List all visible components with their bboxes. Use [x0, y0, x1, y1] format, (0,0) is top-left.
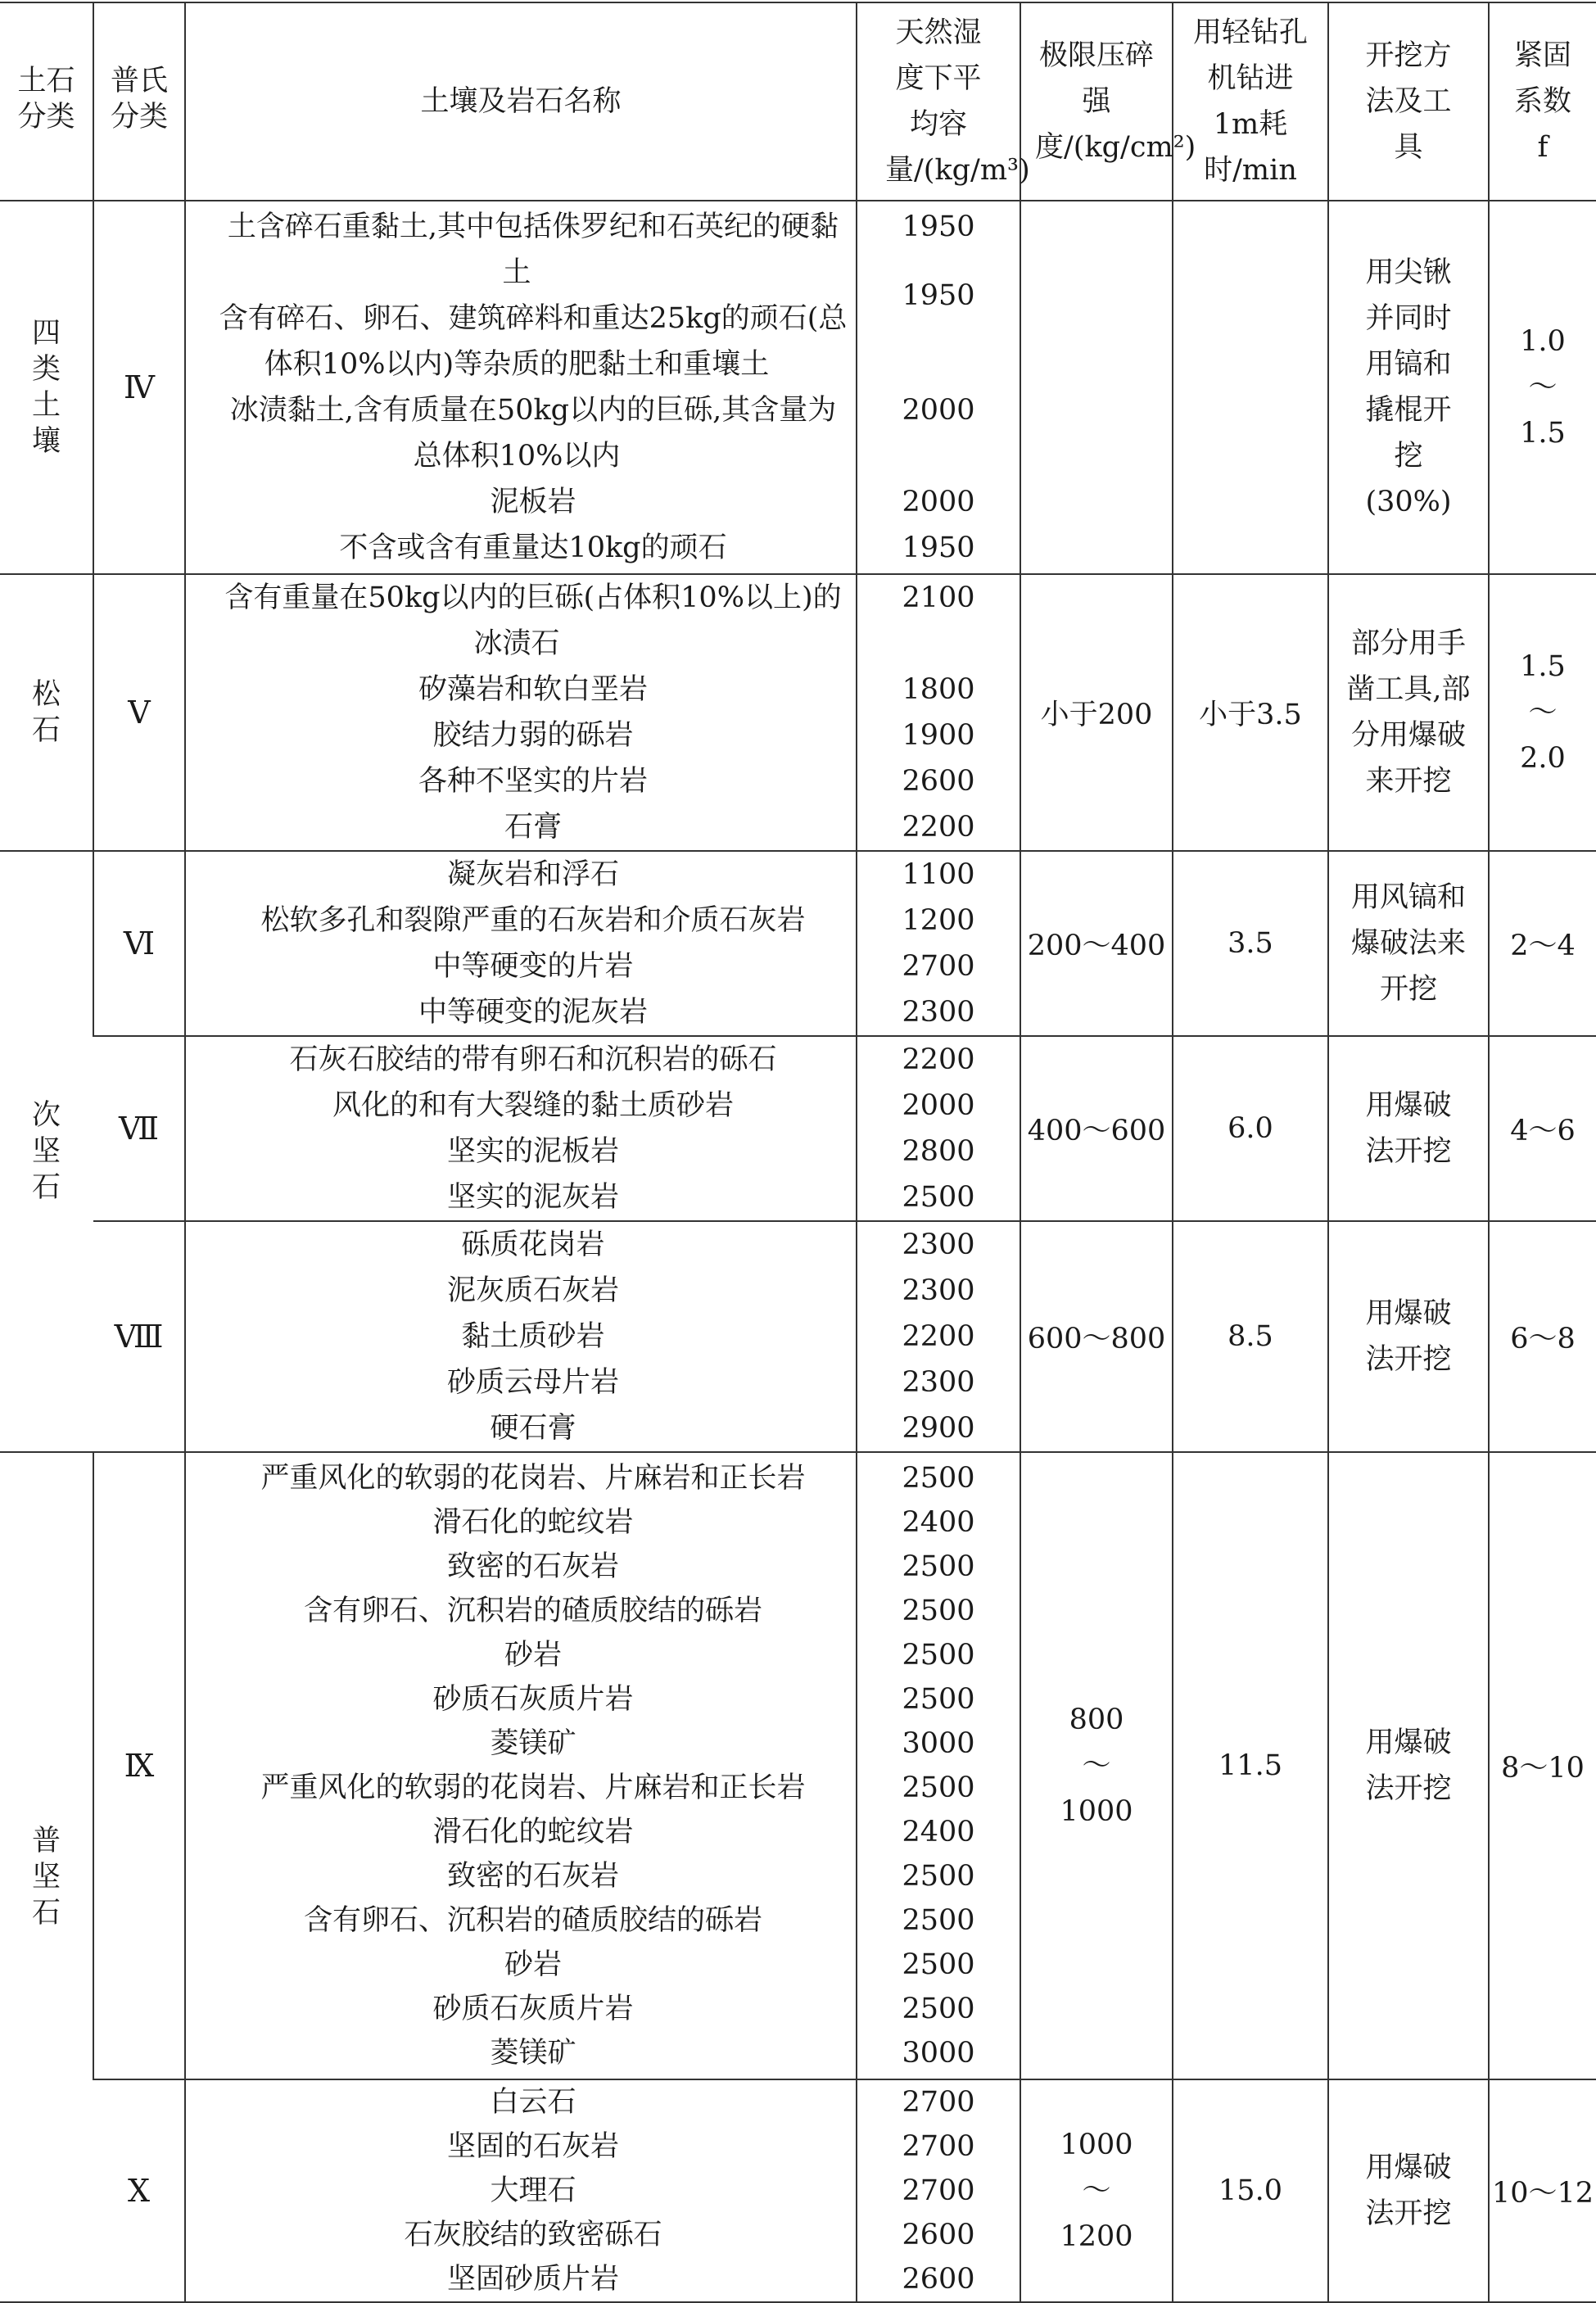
rock-classification-table	[0, 2, 1596, 2303]
density-value: 2500	[902, 1639, 975, 1672]
density-value: 2300	[902, 996, 975, 1029]
density-value: 1800	[902, 673, 975, 706]
density-value: 2100	[902, 581, 975, 614]
density-value: 2200	[902, 1043, 975, 1076]
method-cell: 用尖锹并同时用镐和撬棍开挖(30%)	[1328, 201, 1489, 574]
density-value: 2400	[902, 1506, 975, 1539]
class-cell: Ⅵ	[93, 851, 185, 1036]
density-cell	[857, 1221, 1020, 1452]
density-value: 2000	[902, 486, 975, 518]
rock-name: 坚实的泥灰岩	[446, 1181, 619, 1214]
rock-name: 坚固的石灰岩	[446, 2130, 619, 2163]
rock-name: 中等硬变的片岩	[432, 950, 634, 983]
rock-name: 硬石膏	[490, 1412, 576, 1445]
rock-name: 风化的和有大裂缝的黏土质砂岩	[332, 1089, 734, 1122]
header-category: 土石分类	[0, 2, 93, 201]
density-value: 1950	[902, 210, 975, 243]
density-value: 2800	[902, 1135, 975, 1168]
rock-name: 含有重量在50kg以内的巨砾(占体积10%以上)的冰渍石	[224, 581, 842, 660]
drill-time-cell: 6.0	[1173, 1036, 1328, 1221]
rock-name: 滑石化的蛇纹岩	[432, 1816, 634, 1848]
density-value: 2200	[902, 1320, 975, 1353]
rock-name: 砂质石灰质片岩	[432, 1683, 634, 1716]
density-value: 2500	[902, 1904, 975, 1937]
density-value: 3000	[902, 2037, 975, 2070]
rock-name: 石灰胶结的致密砾石	[404, 2219, 662, 2251]
strength-cell: 600～800	[1020, 1221, 1173, 1452]
strength-cell: 200～400	[1020, 851, 1173, 1036]
density-value: 3000	[902, 1727, 975, 1760]
density-value: 2400	[902, 1816, 975, 1848]
rock-name: 致密的石灰岩	[446, 1860, 619, 1893]
density-value: 2000	[902, 1089, 975, 1122]
density-value: 2700	[902, 2130, 975, 2163]
density-value: 2300	[902, 1228, 975, 1261]
density-value: 1100	[902, 858, 975, 891]
strength-cell	[1020, 201, 1173, 574]
class-cell: Ⅴ	[93, 574, 185, 851]
method-cell: 用爆破法开挖	[1328, 1036, 1489, 1221]
density-value: 2500	[902, 1993, 975, 2025]
density-value: 1900	[902, 719, 975, 752]
coefficient-cell: 1.0～1.5	[1489, 201, 1596, 574]
category-cell: 四类土壤	[0, 201, 93, 574]
rock-name: 石膏	[504, 811, 562, 844]
method-cell: 用爆破法开挖	[1328, 1221, 1489, 1452]
header-pushi-class: 普氏分类	[93, 2, 185, 201]
category-cell: 次坚石	[0, 851, 93, 1452]
density-value: 2900	[902, 1412, 975, 1445]
density-value: 2500	[902, 1948, 975, 1981]
coefficient-cell: 10～12	[1489, 2079, 1596, 2302]
class-cell: Ⅶ	[93, 1036, 185, 1221]
drill-time-cell: 11.5	[1173, 1452, 1328, 2079]
rock-name: 含有卵石、沉积岩的碴质胶结的砾岩	[303, 1904, 762, 1937]
category-cell: 普坚石	[0, 1452, 93, 2302]
rock-name: 含有卵石、沉积岩的碴质胶结的砾岩	[303, 1595, 762, 1627]
density-value: 2600	[902, 2219, 975, 2251]
coefficient-cell: 4～6	[1489, 1036, 1596, 1221]
density-value: 2700	[902, 2086, 975, 2119]
table-row	[0, 574, 1596, 851]
strength-cell: 1000～1200	[1020, 2079, 1173, 2302]
header-strength: 极限压碎强度/(kg/cm²)	[1020, 2, 1173, 201]
rock-name: 冰渍黏土,含有质量在50kg以内的巨砾,其含量为总体积10%以内	[229, 394, 837, 473]
rock-name: 胶结力弱的砾岩	[432, 719, 634, 752]
density-cell	[857, 1036, 1020, 1221]
density-value: 2500	[902, 1550, 975, 1583]
names-cell	[185, 1452, 857, 2079]
density-cell	[857, 851, 1020, 1036]
drill-time-cell: 3.5	[1173, 851, 1328, 1036]
density-value: 2600	[902, 2263, 975, 2296]
coefficient-cell: 1.5～2.0	[1489, 574, 1596, 851]
density-value: 2300	[902, 1366, 975, 1399]
method-cell: 用爆破法开挖	[1328, 1452, 1489, 2079]
category-cell: 松石	[0, 574, 93, 851]
density-value: 2300	[902, 1274, 975, 1307]
rock-name: 凝灰岩和浮石	[446, 858, 619, 891]
names-cell	[185, 574, 857, 851]
drill-time-cell	[1173, 201, 1328, 574]
table-row	[0, 1452, 1596, 2079]
rock-name: 大理石	[490, 2174, 576, 2207]
strength-cell: 800～1000	[1020, 1452, 1173, 2079]
rock-name: 坚实的泥板岩	[446, 1135, 619, 1168]
density-value: 2500	[902, 1181, 975, 1214]
rock-name: 矽藻岩和软白垩岩	[418, 673, 648, 706]
rock-name: 含有碎石、卵石、建筑碎料和重达25kg的顽石(总体积10%以内)等杂质的肥黏土和重壤土	[219, 302, 848, 381]
rock-name: 坚固砂质片岩	[446, 2263, 619, 2296]
header-name: 土壤及岩石名称	[185, 2, 857, 201]
rock-name: 泥灰质石灰岩	[446, 1274, 619, 1307]
density-cell	[857, 201, 1020, 574]
method-cell: 用风镐和爆破法来开挖	[1328, 851, 1489, 1036]
class-cell: Ⅷ	[93, 1221, 185, 1452]
density-value: 2000	[902, 394, 975, 427]
rock-name: 泥板岩	[490, 486, 576, 518]
strength-cell: 400～600	[1020, 1036, 1173, 1221]
class-cell: Ⅹ	[93, 2079, 185, 2302]
density-cell	[857, 574, 1020, 851]
coefficient-cell: 2～4	[1489, 851, 1596, 1036]
density-value: 2500	[902, 1595, 975, 1627]
rock-name: 砂质石灰质片岩	[432, 1993, 634, 2025]
rock-name: 土含碎石重黏土,其中包括侏罗纪和石英纪的硬黏土	[227, 210, 839, 289]
header-row	[0, 2, 1596, 201]
density-value: 2500	[902, 1771, 975, 1804]
rock-name: 白云石	[490, 2086, 576, 2119]
header-density: 天然湿度下平均容量/(kg/m³)	[857, 2, 1020, 201]
rock-name: 不含或含有重量达10kg的顽石	[339, 532, 727, 564]
density-value: 2600	[902, 765, 975, 798]
rock-name: 各种不坚实的片岩	[418, 765, 648, 798]
names-cell	[185, 2079, 857, 2302]
rock-name: 砾质花岗岩	[461, 1228, 605, 1261]
drill-time-cell: 8.5	[1173, 1221, 1328, 1452]
density-value: 2500	[902, 1462, 975, 1495]
names-cell	[185, 1221, 857, 1452]
class-cell: Ⅳ	[93, 201, 185, 574]
table-row	[0, 201, 1596, 574]
density-value: 1950	[902, 279, 975, 312]
rock-name: 严重风化的软弱的花岗岩、片麻岩和正长岩	[260, 1462, 806, 1495]
rock-name: 砂岩	[504, 1639, 562, 1672]
rock-name: 致密的石灰岩	[446, 1550, 619, 1583]
density-value: 2700	[902, 2174, 975, 2207]
header-method: 开挖方法及工具	[1328, 2, 1489, 201]
table-row	[0, 2079, 1596, 2302]
density-cell	[857, 1452, 1020, 2079]
rock-name: 菱镁矿	[490, 1727, 576, 1760]
names-cell	[185, 851, 857, 1036]
rock-name: 严重风化的软弱的花岗岩、片麻岩和正长岩	[260, 1771, 806, 1804]
density-cell	[857, 2079, 1020, 2302]
density-value: 2500	[902, 1860, 975, 1893]
drill-time-cell: 15.0	[1173, 2079, 1328, 2302]
method-cell: 部分用手凿工具,部分用爆破来开挖	[1328, 574, 1489, 851]
header-drill-time: 用轻钻孔机钻进1m耗时/min	[1173, 2, 1328, 201]
coefficient-cell: 6～8	[1489, 1221, 1596, 1452]
rock-name: 滑石化的蛇纹岩	[432, 1506, 634, 1539]
rock-name: 松软多孔和裂隙严重的石灰岩和介质石灰岩	[260, 904, 806, 937]
coefficient-cell: 8～10	[1489, 1452, 1596, 2079]
table-row	[0, 1221, 1596, 1452]
class-cell: Ⅸ	[93, 1452, 185, 2079]
names-cell	[185, 1036, 857, 1221]
density-value: 2200	[902, 811, 975, 844]
density-value: 2700	[902, 950, 975, 983]
method-cell: 用爆破法开挖	[1328, 2079, 1489, 2302]
rock-name: 中等硬变的泥灰岩	[418, 996, 648, 1029]
rock-name: 菱镁矿	[490, 2037, 576, 2070]
density-value: 1950	[902, 532, 975, 564]
drill-time-cell: 小于3.5	[1173, 574, 1328, 851]
table-row	[0, 1036, 1596, 1221]
table-row	[0, 851, 1596, 1036]
rock-name: 石灰石胶结的带有卵石和沉积岩的砾石	[289, 1043, 777, 1076]
density-value: 1200	[902, 904, 975, 937]
rock-name: 黏土质砂岩	[461, 1320, 605, 1353]
rock-name: 砂岩	[504, 1948, 562, 1981]
strength-cell: 小于200	[1020, 574, 1173, 851]
rock-name: 砂质云母片岩	[446, 1366, 619, 1399]
names-cell	[185, 201, 857, 574]
density-value: 2500	[902, 1683, 975, 1716]
header-coefficient: 紧固系数f	[1489, 2, 1596, 201]
